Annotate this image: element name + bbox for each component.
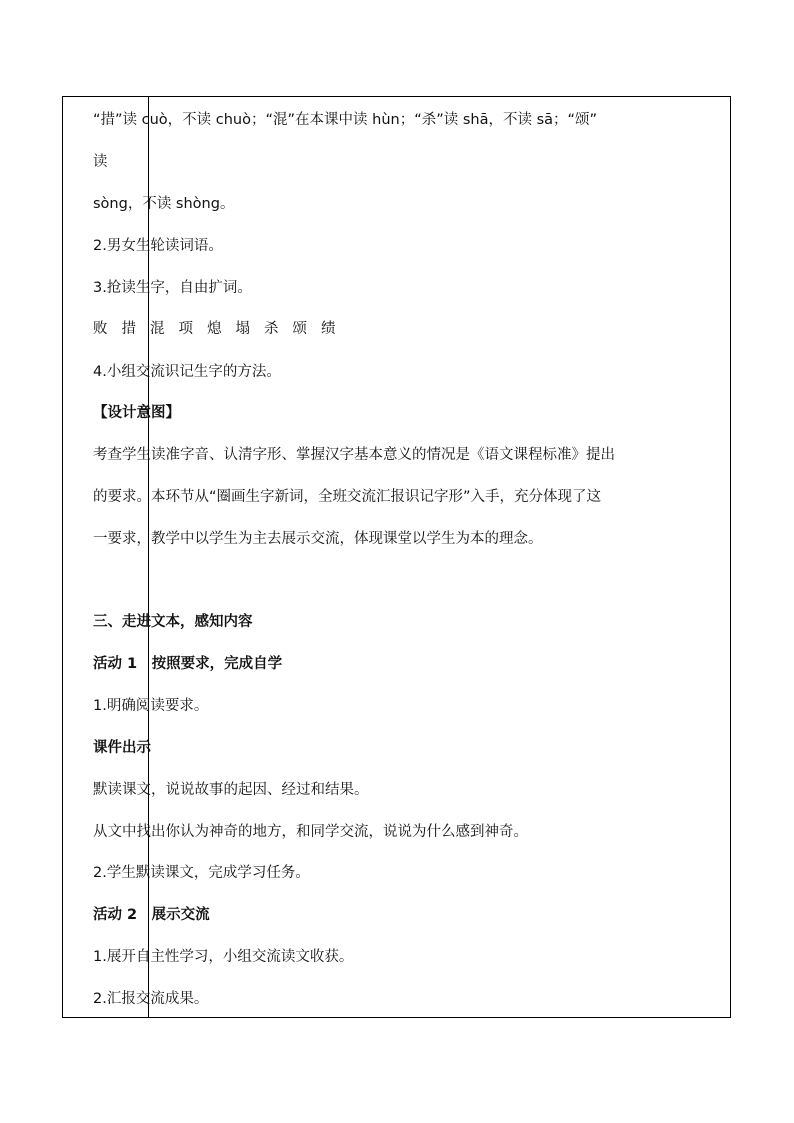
- courseware-heading: 课件出示: [93, 740, 151, 756]
- design-intent-line: 一要求，教学中以学生为主去展示交流，体现课堂以学生为本的理念。: [93, 531, 543, 547]
- character: 杀: [264, 321, 279, 337]
- step-read-words: 2.男女生轮读词语。: [93, 238, 223, 254]
- activity-one-item: 1.明确阅读要求。: [93, 698, 209, 714]
- activity-two-heading: 活动 2 展示交流: [93, 907, 210, 923]
- activity-two-item: 2.汇报交流成果。: [93, 991, 209, 1007]
- character: 塌: [235, 321, 250, 337]
- character: 败: [93, 321, 108, 337]
- activity-one-item: 2.学生默读课文，完成学习任务。: [93, 865, 310, 881]
- pronunciation-note-end: sòng，不读 shòng。: [93, 196, 235, 212]
- courseware-line: 默读课文，说说故事的起因、经过和结果。: [93, 782, 369, 798]
- design-intent-heading: 【设计意图】: [93, 405, 180, 421]
- pronunciation-note-line: “措”读 cuò，不读 chuò；“混”在本课中读 hùn；“杀”读 shā，不读 sā；“颂”: [93, 112, 598, 128]
- activity-one-heading: 活动 1 按照要求，完成自学: [93, 656, 283, 672]
- character: 项: [178, 321, 193, 337]
- pronunciation-note-continued: 读: [93, 154, 108, 170]
- step-group-exchange: 4.小组交流识记生字的方法。: [93, 364, 281, 380]
- section-three-heading: 三、走进文本，感知内容: [93, 614, 253, 630]
- design-intent-line: 考查学生读准字音、认清字形、掌握汉字基本意义的情况是《语文课程标准》提出: [93, 447, 615, 463]
- design-intent-line: 的要求。本环节从“圈画生字新词，全班交流汇报识记字形”入手，充分体现了这: [93, 489, 602, 505]
- character: 绩: [321, 321, 336, 337]
- character: 熄: [207, 321, 222, 337]
- character: 措: [121, 321, 136, 337]
- step-quick-read: 3.抢读生字，自由扩词。: [93, 280, 252, 296]
- character: 混: [150, 321, 165, 337]
- character: 颂: [292, 321, 307, 337]
- courseware-line: 从文中找出你认为神奇的地方，和同学交流，说说为什么感到神奇。: [93, 824, 528, 840]
- new-characters-list: [93, 320, 350, 338]
- activity-two-item: 1.展开自主性学习，小组交流读文收获。: [93, 949, 354, 965]
